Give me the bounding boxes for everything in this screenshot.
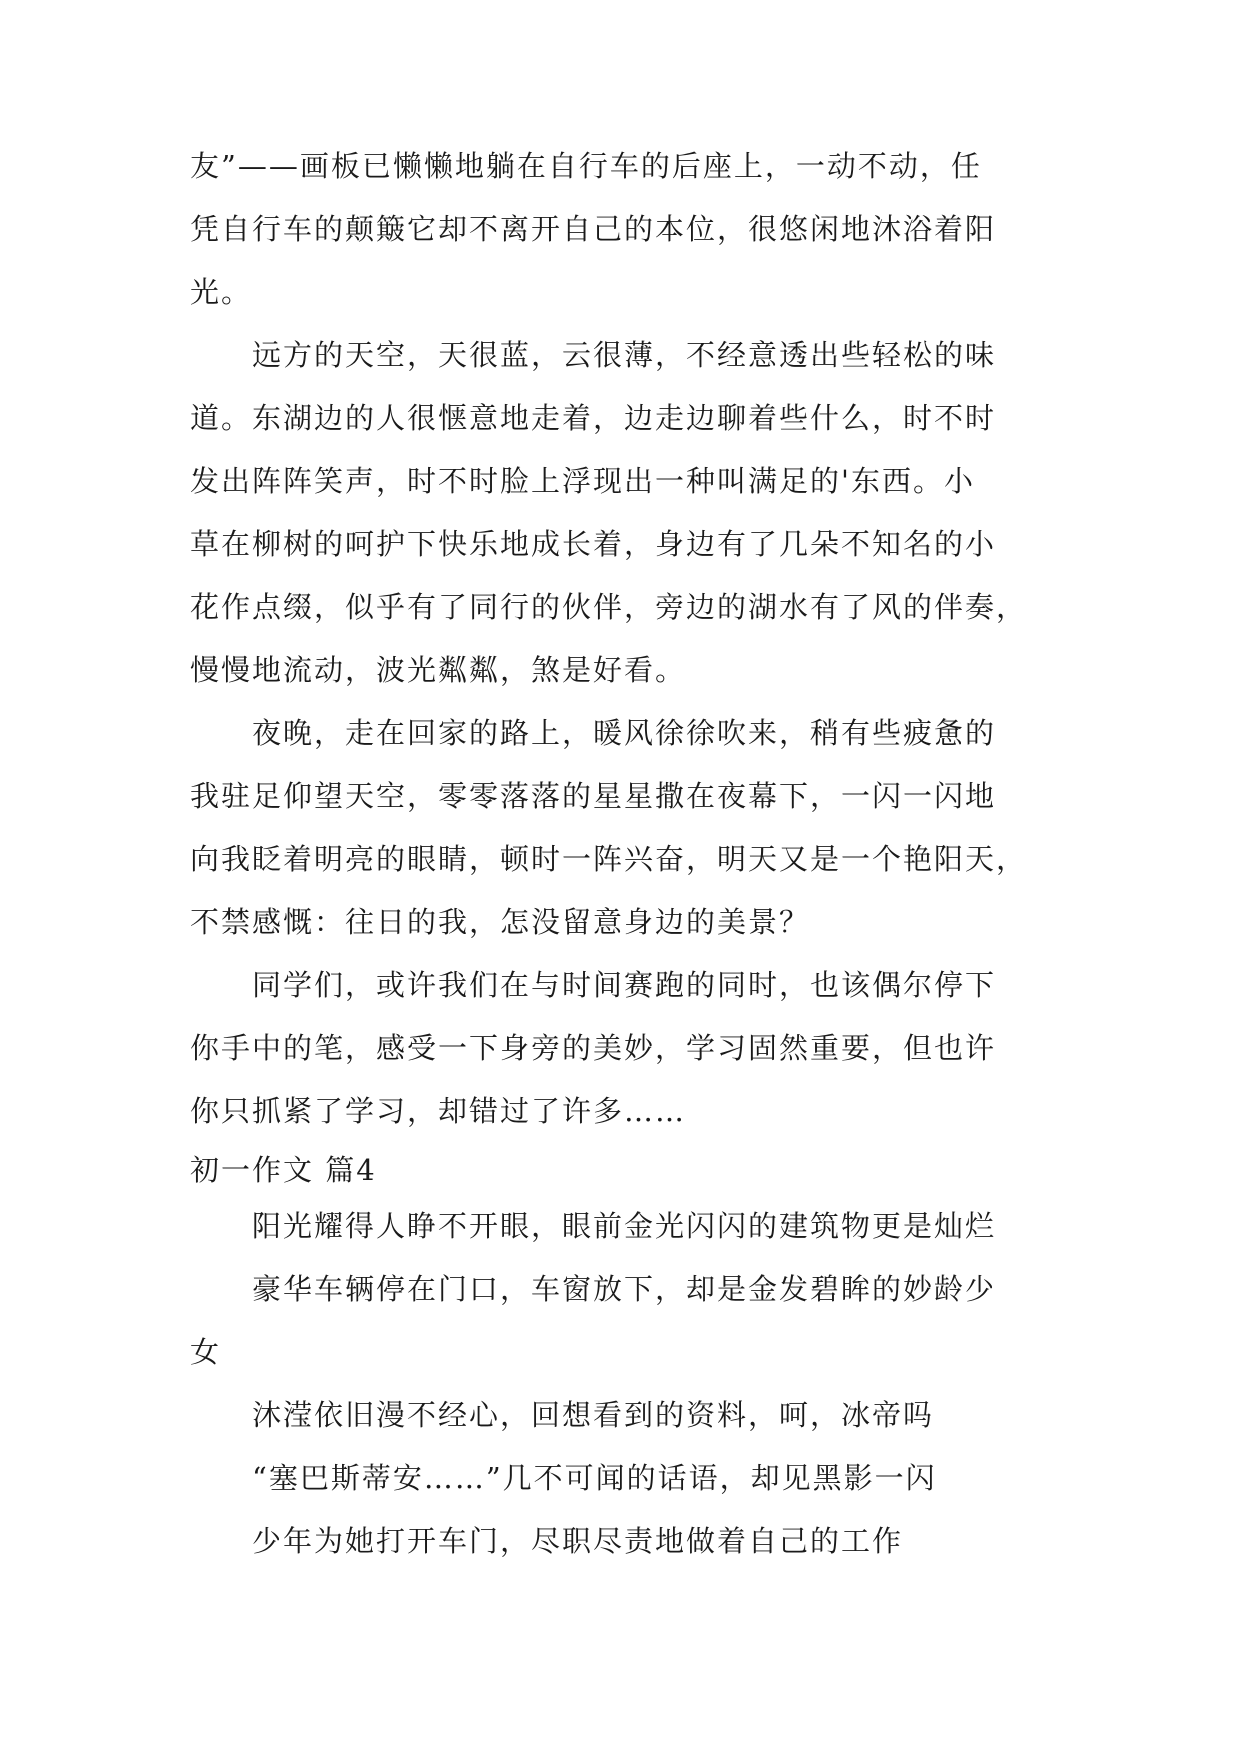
text-line: 慢慢地流动，波光粼粼，煞是好看。 [190, 653, 687, 687]
essay-heading: 初一作文 篇4 [190, 1153, 377, 1187]
text-line: 草在柳树的呵护下快乐地成长着，身边有了几朵不知名的小 [190, 527, 997, 561]
text-line: 不禁感慨：往日的我，怎没留意身边的美景？ [190, 905, 811, 939]
text-line: 发出阵阵笑声，时不时脸上浮现出一种叫满足的'东西。小 [190, 464, 975, 498]
text-line: 女 [190, 1335, 222, 1369]
essay-section-previous [190, 135, 1052, 1143]
essay-section-4 [190, 1195, 1052, 1573]
text-line: 道。东湖边的人很惬意地走着，边走边聊着些什么，时不时 [190, 401, 997, 435]
text-line: 凭自行车的颠簸它却不离开自己的本位，很悠闲地沐浴着阳 [190, 212, 997, 246]
text-line: 豪华车辆停在门口，车窗放下，却是金发碧眸的妙龄少 [190, 1272, 997, 1306]
text-line: 阳光耀得人睁不开眼，眼前金光闪闪的建筑物更是灿烂 [190, 1209, 997, 1243]
text-line: 花作点缀，似乎有了同行的伙伴，旁边的湖水有了风的伴奏， [190, 590, 1028, 624]
text-line: 你只抓紧了学习，却错过了许多…… [190, 1094, 687, 1128]
text-line: “塞巴斯蒂安……”几不可闻的话语，却见黑影一闪 [190, 1461, 937, 1495]
text-line: 同学们，或许我们在与时间赛跑的同时，也该偶尔停下 [190, 968, 997, 1002]
text-line: 光。 [190, 275, 253, 309]
text-line: 我驻足仰望天空，零零落落的星星撒在夜幕下，一闪一闪地 [190, 779, 997, 813]
text-line: 少年为她打开车门，尽职尽责地做着自己的工作 [190, 1524, 904, 1558]
text-line: 向我眨着明亮的眼睛，顿时一阵兴奋，明天又是一个艳阳天， [190, 842, 1028, 876]
text-line: 友”——画板已懒懒地躺在自行车的后座上，一动不动，任 [190, 149, 982, 183]
text-line: 远方的天空，天很蓝，云很薄，不经意透出些轻松的味 [190, 338, 997, 372]
text-line: 沐滢依旧漫不经心，回想看到的资料，呵，冰帝吗 [190, 1398, 935, 1432]
text-line: 你手中的笔，感受一下身旁的美妙，学习固然重要，但也许 [190, 1031, 997, 1065]
text-line: 夜晚，走在回家的路上，暖风徐徐吹来，稍有些疲惫的 [190, 716, 997, 750]
